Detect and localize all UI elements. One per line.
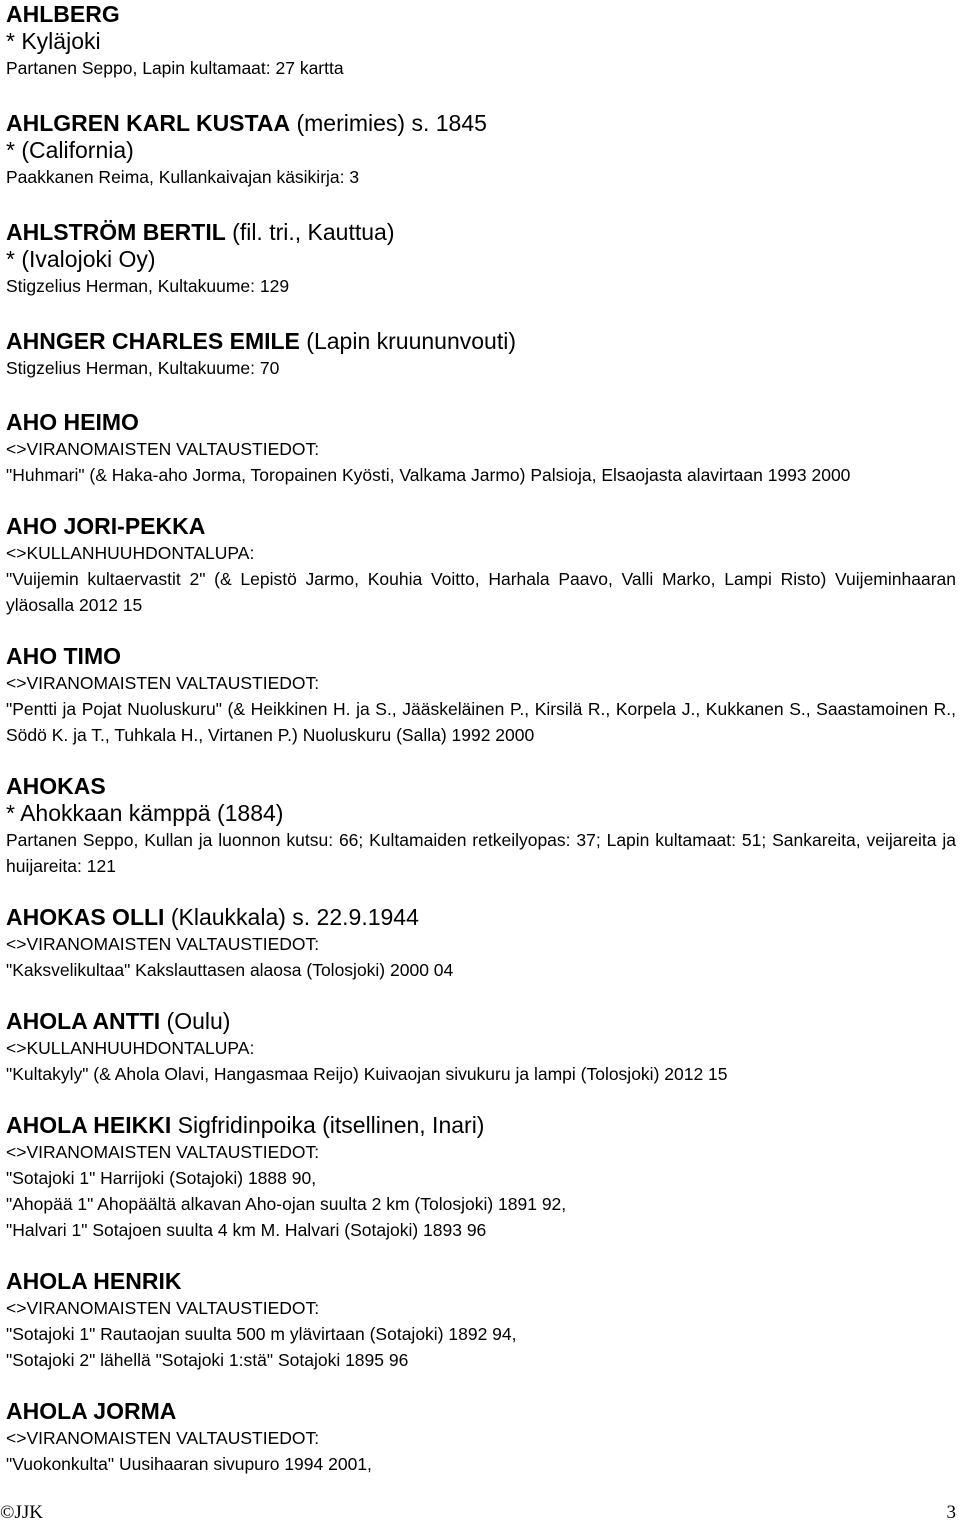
entry-line: "Vuokonkulta" Uusihaaran sivupuro 1994 2001, [6, 1454, 372, 1474]
entry-heading [6, 903, 960, 931]
entry-line: "Sotajoki 1" Harrijoki (Sotajoki) 1888 90, [6, 1168, 317, 1188]
entry-name: AHOLA HEIKKI [6, 1112, 172, 1138]
entry-category: <>VIRANOMAISTEN VALTAUSTIEDOT: [6, 1428, 320, 1448]
entry-category: <>KULLANHUUHDONTALUPA: [6, 1038, 255, 1058]
entry-place: * (California) [6, 137, 134, 163]
entry-name: AHO HEIMO [6, 409, 139, 435]
entry-aho-heimo [6, 408, 960, 488]
entry-ahlberg [6, 0, 960, 81]
entry-heading-suffix: (Klaukkala) s. 22.9.1944 [164, 904, 419, 930]
entry-line: Stigzelius Herman, Kultakuume: 70 [6, 358, 280, 378]
entry-category: <>KULLANHUUHDONTALUPA: [6, 543, 255, 563]
entry-name: AHNGER CHARLES EMILE [6, 328, 300, 354]
entry-ahola-antti [6, 1007, 960, 1087]
entry-heading [6, 1397, 960, 1425]
entry-line: "Sotajoki 1" Rautaojan suulta 500 m ylävirtaan (Sotajoki) 1892 94, [6, 1324, 517, 1344]
entry-heading-suffix: (Oulu) [160, 1008, 231, 1034]
entry-name: AHOLA ANTTI [6, 1008, 161, 1034]
entry-heading [6, 109, 960, 137]
entry-heading [6, 1267, 960, 1295]
entry-line: "Vuijemin kultaervastit 2" (& Lepistö Jarmo, Kouhia Voitto, Harhala Paavo, Valli Marko, Lampi Risto) Vuijeminhaaran yläosalla 2012 15 [6, 569, 956, 615]
entry-name: AHO JORI-PEKKA [6, 513, 206, 539]
entry-ahola-heikki [6, 1111, 960, 1243]
entry-line: "Pentti ja Pojat Nuoluskuru" (& Heikkinen H. ja S., Jääskeläinen P., Kirsilä R., Korpela J., Kukkanen S., Saastamoinen R., Södö K. ja T., Tuhkala H., Virtanen P.) Nuoluskuru (Salla) 1992 2000 [6, 699, 956, 745]
entry-ahola-jorma [6, 1397, 960, 1477]
entry-heading-suffix: (merimies) s. 1845 [290, 110, 487, 136]
entry-line: Stigzelius Herman, Kultakuume: 129 [6, 276, 290, 296]
entry-ahokas-olli [6, 903, 960, 983]
entry-ahlgren-karl-kustaa [6, 109, 960, 190]
entry-name: AHOLA HENRIK [6, 1268, 182, 1294]
page-number: 3 [946, 1502, 956, 1523]
entry-aho-timo [6, 642, 960, 748]
entry-category: <>VIRANOMAISTEN VALTAUSTIEDOT: [6, 1298, 320, 1318]
entry-ahola-henrik [6, 1267, 960, 1373]
entry-ahokas [6, 772, 960, 879]
entry-heading [6, 772, 960, 800]
entry-ahnger-charles-emile [6, 327, 960, 381]
entry-name: AHOKAS OLLI [6, 904, 165, 930]
entry-heading [6, 512, 960, 540]
entry-name: AHLBERG [6, 1, 120, 27]
entry-line: Paakkanen Reima, Kullankaivajan käsikirja: 3 [6, 167, 360, 187]
entry-heading-suffix: Sigfridinpoika (itsellinen, Inari) [171, 1112, 485, 1138]
entry-line: "Sotajoki 2" lähellä "Sotajoki 1:stä" Sotajoki 1895 96 [6, 1350, 409, 1370]
entry-heading [6, 0, 960, 28]
entry-heading-suffix: (fil. tri., Kauttua) [225, 219, 395, 245]
entry-ahlstrom-bertil [6, 218, 960, 299]
entry-name: AHLSTRÖM BERTIL [6, 219, 226, 245]
entry-line: Partanen Seppo, Lapin kultamaat: 27 kartta [6, 58, 344, 78]
entry-heading [6, 642, 960, 670]
entry-name: AHO TIMO [6, 643, 121, 669]
entry-heading [6, 327, 960, 355]
entry-line: Partanen Seppo, Kullan ja luonnon kutsu: 66; Kultamaiden retkeilyopas: 37; Lapin kultamaat: 51; Sankareita, veijareita ja huijareita: 121 [6, 830, 956, 876]
entry-heading [6, 218, 960, 246]
entry-line: "Halvari 1" Sotajoen suulta 4 km M. Halvari (Sotajoki) 1893 96 [6, 1220, 487, 1240]
entry-heading-suffix: (Lapin kruununvouti) [299, 328, 516, 354]
entry-category: <>VIRANOMAISTEN VALTAUSTIEDOT: [6, 673, 320, 693]
entry-name: AHOLA JORMA [6, 1398, 177, 1424]
entry-line: "Kaksvelikultaa" Kakslauttasen alaosa (Tolosjoki) 2000 04 [6, 960, 454, 980]
entry-name: AHOKAS [6, 773, 106, 799]
entry-name: AHLGREN KARL KUSTAA [6, 110, 291, 136]
footer-copyright: ©JJK [0, 1502, 43, 1523]
entry-heading [6, 1111, 960, 1139]
entry-category: <>VIRANOMAISTEN VALTAUSTIEDOT: [6, 1142, 320, 1162]
entry-line: "Huhmari" (& Haka-aho Jorma, Toropainen Kyösti, Valkama Jarmo) Palsioja, Elsaojasta alavirtaan 1993 2000 [6, 465, 851, 485]
entry-place: * (Ivalojoki Oy) [6, 246, 156, 272]
entry-line: "Ahopää 1" Ahopäältä alkavan Aho-ojan suulta 2 km (Tolosjoki) 1891 92, [6, 1194, 567, 1214]
entry-place: * Kyläjoki [6, 28, 101, 54]
entry-heading [6, 1007, 960, 1035]
entry-category: <>VIRANOMAISTEN VALTAUSTIEDOT: [6, 439, 320, 459]
entry-aho-jori-pekka [6, 512, 960, 618]
entry-place: * Ahokkaan kämppä (1884) [6, 800, 284, 826]
entry-heading [6, 408, 960, 436]
entry-category: <>VIRANOMAISTEN VALTAUSTIEDOT: [6, 934, 320, 954]
entry-line: "Kultakyly" (& Ahola Olavi, Hangasmaa Reijo) Kuivaojan sivukuru ja lampi (Tolosjoki) 2012 15 [6, 1064, 728, 1084]
